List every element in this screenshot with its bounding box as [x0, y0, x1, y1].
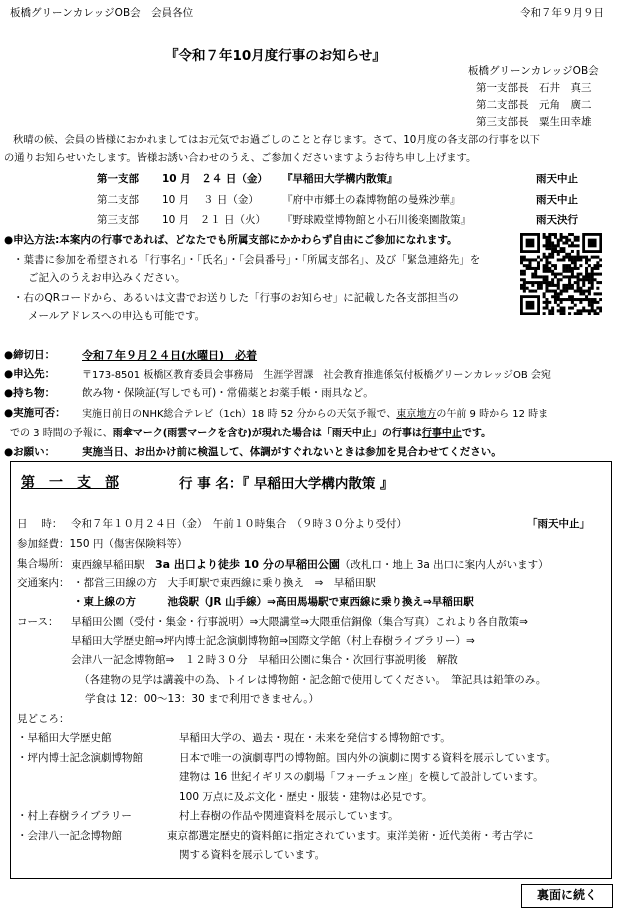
greeting-line-2: の通りお知らせいたします。皆様お誘い合わせのうえ、ご参加くださいますようお待ち申し上げます。 [4, 152, 477, 164]
sight-desc: 建物は 16 世紀イギリスの劇場「フォーチュン座」を模して設計しています。 [179, 771, 544, 783]
sender-branch2-chief: 第二支部長 元角 廣二 [476, 99, 592, 111]
schedule-date: 10 月 ３ 日（金） [162, 194, 259, 206]
course-label: コース： [17, 616, 59, 628]
meet-value [71, 556, 549, 572]
meet-station: 東西線早稲田駅 [71, 559, 155, 571]
belongings-value: 飲み物・保険証(写しでも可)・常備薬とお薬手帳・雨具など。 [82, 387, 374, 399]
sight-name: ・会津八一記念博物館 [17, 830, 122, 842]
sights-label: 見どころ： [17, 713, 70, 725]
go-nogo-text: の午前 9 時から 12 時ま [436, 409, 549, 420]
schedule-event: 『府中市郷土の森博物館の曼殊沙華』 [282, 194, 461, 206]
sight-desc: 関する資料を展示しています。 [179, 849, 326, 861]
schedule-branch: 第二支部 [97, 194, 139, 206]
schedule-rain: 雨天決行 [536, 214, 578, 226]
org-header: 板橋グリーンカレッジOB会 会員各位 [10, 7, 194, 19]
transit-label: 交通案内： [17, 577, 70, 589]
go-nogo-label: ●実施可否： [4, 407, 66, 419]
page-title: 『令和７年10月度行事のお知らせ』 [165, 48, 386, 64]
branch1-rain-policy: 「雨天中止」 [527, 518, 590, 530]
course-line-5: 学食は 12：00～13：30 まで利用できません。） [85, 693, 319, 705]
schedule-event: 『野球殿堂博物館と小石川後楽園散策』 [282, 214, 471, 226]
fee: 参加経費：150 円（傷害保険料等） [17, 538, 188, 550]
qr-code-icon[interactable] [520, 233, 602, 315]
go-nogo-line-2 [10, 424, 491, 439]
go-nogo-line-1 [82, 405, 548, 420]
transit-route-1: ・都営三田線の方 大手町駅で東西線に乗り換え ⇒ 早稲田駅 [73, 577, 376, 589]
transit-route-2: ・東上線の方 池袋駅（JR 山手線）⇒高田馬場駅で東西線に乗り換え⇒早稲田駅 [73, 596, 474, 608]
go-nogo-region: 東京地方 [396, 409, 437, 420]
go-nogo-text: 実施日前日のNHK総合テレビ（1ch）18 時 52 分からの天気予報で、 [82, 409, 397, 420]
sender-branch3-chief: 第三支部長 粟生田幸雄 [476, 116, 592, 128]
meet-note: （改札口・地上 3a 出口に案内人がいます） [339, 559, 549, 571]
application-postcard-1: ・葉書に参加を希望される「行事名」・「氏名」・「会員番号」・「所属支部名」、及び「緊急連絡先」を [13, 254, 481, 266]
sight-name: ・早稲田大学歴史館 [17, 732, 112, 744]
meet-label: 集合場所： [17, 558, 70, 570]
qr-code-graphic [520, 233, 602, 315]
application-qr-2: メールアドレスへの申込も可能です。 [28, 310, 206, 322]
sight-name: ・村上春樹ライブラリー [17, 810, 132, 822]
sight-desc: 100 万点に及ぶ文化・歴史・服装・建物は必見です。 [179, 791, 433, 803]
branch1-event-name: 行 事 名：『 早稲田大学構内散策 』 [179, 476, 394, 492]
course-line-2: 早稲田大学歴史館⇒坪内博士記念演劇博物館⇒国際文学館（村上春樹ライブラリー）⇒ [71, 635, 475, 647]
sight-name: ・坪内博士記念演劇博物館 [17, 752, 143, 764]
branch1-notice-box [10, 461, 612, 879]
schedule-rain: 雨天中止 [536, 173, 578, 185]
branch1-header: 第 一 支 部 [21, 475, 119, 491]
greeting-line-1: 秋晴の候、会員の皆様におかれましてはお元気でお過ごしのことと存じます。さて、10月度の各支部の行事を以下 [13, 134, 540, 146]
schedule-branch: 第一支部 [97, 173, 139, 185]
note-value: 実施当日、お出かけ前に検温して、体調がすぐれないときは参加を見合わせてください。 [82, 446, 502, 458]
sender-org: 板橋グリーンカレッジOB会 [468, 65, 599, 77]
address-value: 〒173-8501 板橋区教育委員会事務局 生涯学習課 社会教育推進係気付板橋グリーンカレッジOB 会宛 [82, 370, 551, 381]
sight-desc: 東京都選定歴史的資料館に指定されています。東洋美術・近代美術・考古学に [167, 830, 534, 842]
schedule-date: 10 月 ２１ 日（火） [162, 214, 267, 226]
schedule-event: 『早稲田大学構内散策』 [282, 173, 398, 185]
deadline-label: ●締切日： [4, 349, 56, 361]
go-nogo-rule: 雨傘マーク(雨雲マークを含む)が現れた場合は「雨天中止」の行事は [112, 428, 422, 439]
sight-desc: 日本で唯一の演劇専門の博物館。国内外の演劇に関する資料を展示しています。 [179, 752, 557, 764]
go-nogo-text: での 3 時間の予報に、 [10, 428, 113, 439]
course-line-3: 会津八一記念博物館⇒ １２時３０分 早稲田公園に集合・次回行事説明後 解散 [71, 654, 458, 666]
schedule-date: 10 月 ２４ 日（金） [162, 173, 268, 185]
go-nogo-text: です。 [461, 428, 492, 439]
course-line-1: 早稲田公園（受付・集金・行事説明）⇒大隈講堂⇒大隈重信銅像（集合写真）これより各自散策⇒ [71, 616, 528, 628]
datetime-label: 日 時： [17, 518, 63, 530]
sight-desc: 早稲田大学の、過去・現在・未来を発信する博物館です。 [179, 732, 451, 744]
go-nogo-cancel: 行事中止 [421, 428, 462, 439]
application-heading: ●申込方法:本案内の行事であれば、どなたでも所属支部にかかわらず自由にご参加になれます。 [4, 234, 458, 246]
sender-branch1-chief: 第一支部長 石井 真三 [476, 82, 592, 94]
belongings-label: ●持ち物： [4, 387, 56, 399]
schedule-branch: 第三支部 [97, 214, 139, 226]
address-label: ●申込先： [4, 368, 56, 380]
deadline-value: 令和７年９月２４日(水曜日) 必着 [82, 349, 258, 362]
note-label: ●お願い： [4, 446, 56, 458]
datetime-value: 令和７年１０月２４日（金） 午前１０時集合 （９時３０分より受付） [71, 518, 407, 530]
schedule-rain: 雨天中止 [536, 194, 578, 206]
document-date: 令和７年９月９日 [520, 7, 604, 19]
continue-on-back-label: 裏面に続く [521, 884, 613, 908]
application-qr-1: ・右のQRコードから、あるいは文書でお送りした「行事のお知らせ」に記載した各支部担当の [13, 292, 459, 304]
sight-desc: 村上春樹の作品や関連資料を展示しています。 [179, 810, 399, 822]
meet-place: 3a 出口より徒歩 10 分の早稲田公園 [155, 558, 340, 571]
course-line-4: （各建物の見学は講義中の為、トイレは博物館・記念館で使用してください。 筆記具は鉛筆のみ。 [79, 674, 547, 686]
application-postcard-2: ご記入のうえお申込みください。 [28, 272, 186, 284]
